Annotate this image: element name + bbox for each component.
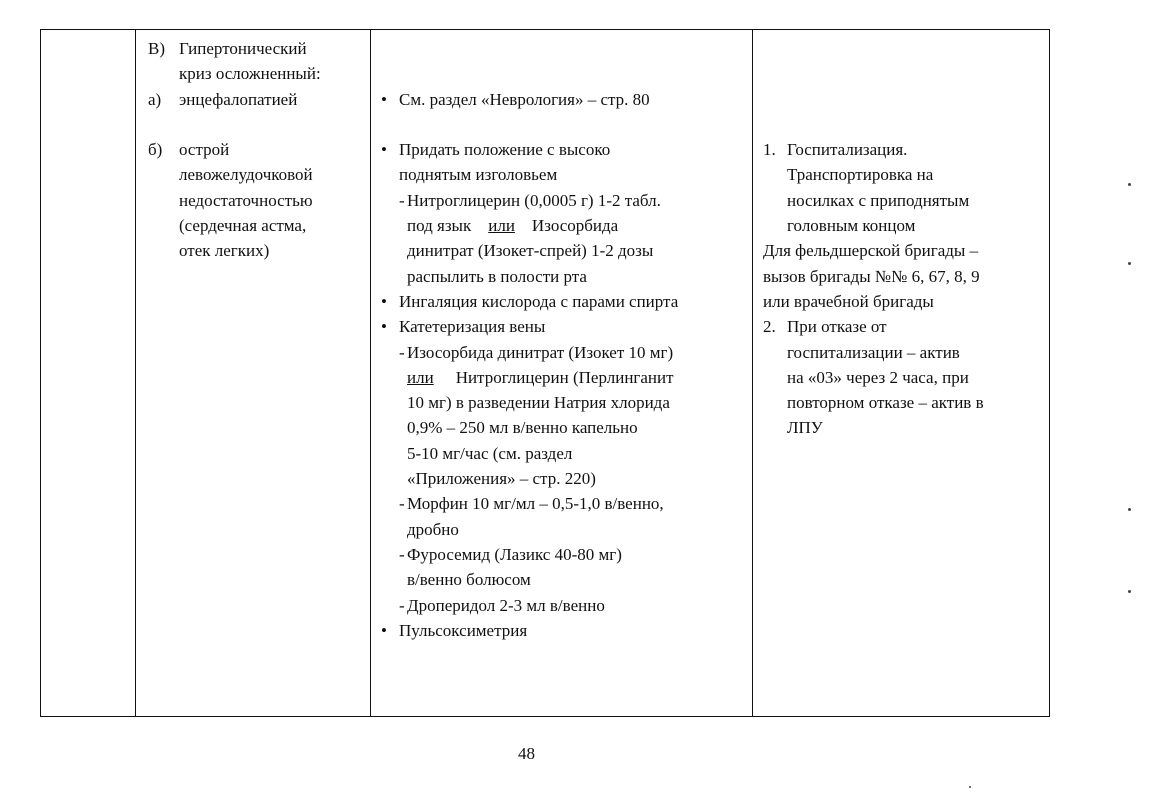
treatment-position: • Придать положение с высоко <box>381 140 611 160</box>
column-divider <box>135 30 136 716</box>
condition-cell: В) Гипертонический криз осложненный: а) энцефалопатией б) острой левожелудочковой недостаточностью (сердечная астма, отек легких) <box>148 36 373 264</box>
tactics-item-1: 1. Госпитализация. <box>763 140 908 160</box>
tactics-cell: 1. Госпитализация. Транспортировка на носилках с приподнятым головным концом Для фельдшерской бригады – вызов бригады №№ 6, 67, 8, 9 или врачебной бригады 2. При отказе от госпитализации – актив на «03» через 2 часа, при повторном отказе – актив в ЛПУ <box>763 36 1045 441</box>
page-number: 48 <box>518 744 535 763</box>
treatment-isosorbide: - Изосорбида динитрат (Изокет 10 мг) <box>399 342 674 362</box>
treatment-droperidol: - Дроперидол 2-3 мл в/венно <box>399 595 605 615</box>
treatment-oxygen: • Ингаляция кислорода с парами спирта <box>381 291 679 311</box>
treatment-furosemide: - Фуросемид (Лазикс 40-80 мг) <box>399 544 622 564</box>
scan-speck <box>1128 262 1131 265</box>
treatment-morphine: - Морфин 10 мг/мл – 0,5-1,0 в/венно, <box>399 494 664 514</box>
treatment-oximetry: • Пульсоксиметрия <box>381 620 528 640</box>
treatment-cell: • См. раздел «Неврология» – стр. 80 • Придать положение с высоко поднятым изголовьем - Нитроглицерин (0,0005 г) 1-2 табл. под язык или Изосорбида динитрат (Изокет-спрей) 1-2 дозы распылить в полости рта • Ингаляция кислорода с парами спирта • Катетеризация вены - Изосорбида динитрат (Изокет 10 мг) или Нитроглицерин (Перлинганит 10 мг) в разведении Натрия хлорида 0,9% – 250 мл в/венно капельно 5-10 мг/час (см. раздел «Приложения» – стр. 220) - Морфин 10 мг/мл – 0,5-1,0 в/венно, дробно - Фуросемид (Лазикс 40-80 мг) в/венно болюсом - Дроперидол 2-3 мл в/венно • Пульсоксиметрия <box>381 36 759 643</box>
scan-speck <box>1128 183 1131 186</box>
treatment-nitroglycerin: - Нитроглицерин (0,0005 г) 1-2 табл. <box>399 190 661 210</box>
condition-item-a: а) энцефалопатией <box>148 89 298 109</box>
treatment-neurology-ref: • См. раздел «Неврология» – стр. 80 <box>381 89 650 109</box>
or-word: или <box>407 367 434 387</box>
or-word: или <box>488 216 515 236</box>
condition-item-b: б) острой <box>148 140 230 160</box>
condition-heading: В) Гипертонический <box>148 39 307 58</box>
scan-speck <box>1128 508 1131 511</box>
protocol-table <box>40 29 1050 717</box>
treatment-vein: • Катетеризация вены <box>381 317 546 337</box>
tactics-feldsher: Для фельдшерской бригады – <box>763 241 979 261</box>
tactics-item-2: 2. При отказе от <box>763 317 887 337</box>
scan-speck <box>969 786 971 788</box>
scan-speck <box>1128 590 1131 593</box>
